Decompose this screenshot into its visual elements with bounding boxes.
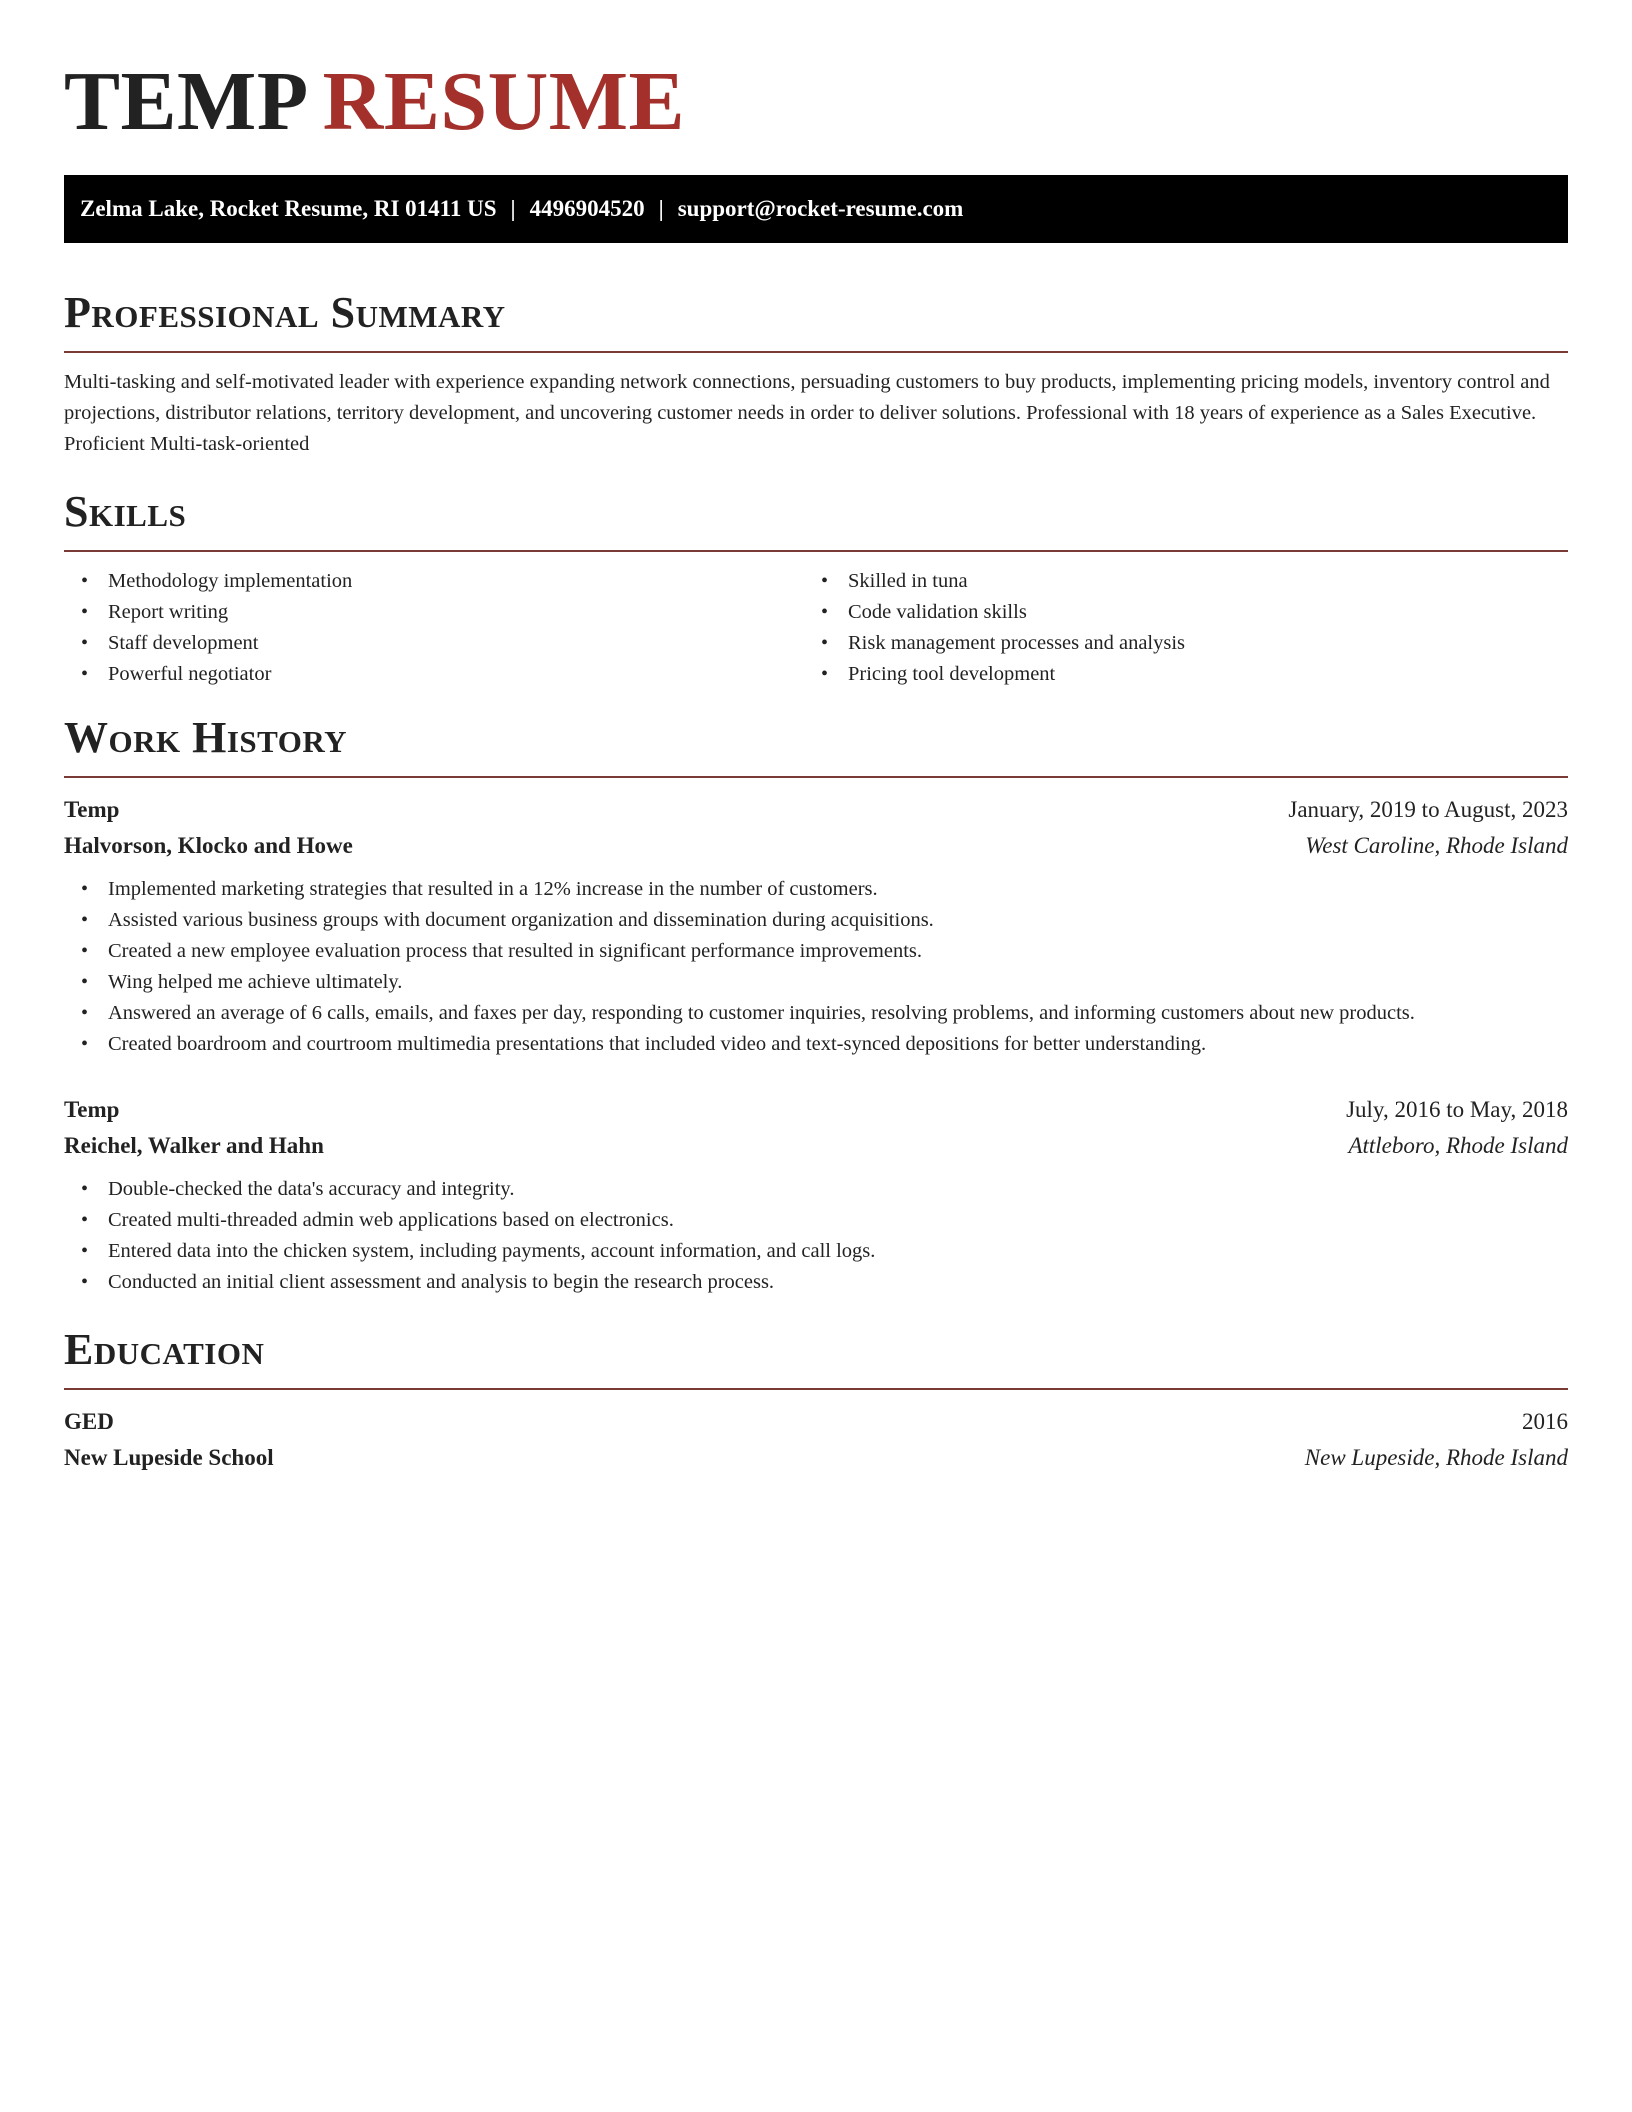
- job-location: West Caroline, Rhode Island: [1305, 833, 1568, 858]
- contact-separator: |: [510, 196, 516, 221]
- contact-separator: |: [658, 196, 664, 221]
- contact-address: Zelma Lake, Rocket Resume, RI 01411 US: [80, 196, 497, 221]
- education-section: [64, 1324, 1568, 1476]
- job-location: Attleboro, Rhode Island: [1348, 1133, 1568, 1158]
- job-dates: July, 2016 to May, 2018: [1346, 1097, 1568, 1122]
- section-divider: [64, 776, 1568, 778]
- job-bullets: [64, 874, 1568, 1060]
- education-degree-row: [64, 1404, 1568, 1440]
- contact-bar: [64, 175, 1568, 243]
- section-divider: [64, 1388, 1568, 1390]
- skill-item: • Powerful negotiator: [64, 659, 804, 690]
- skill-item: • Staff development: [64, 628, 804, 659]
- job-bullet: • Wing helped me achieve ultimately.: [64, 967, 1568, 998]
- job-company-row: [64, 1128, 1568, 1164]
- skill-item: • Methodology implementation: [64, 566, 804, 597]
- job-entry: [64, 792, 1568, 1060]
- section-title-work: Work History: [64, 713, 348, 762]
- skills-grid: [64, 566, 1568, 690]
- job-title: Temp: [64, 797, 120, 822]
- section-divider: [64, 351, 1568, 353]
- job-bullet: • Created a new employee evaluation process that resulted in significant performance improvements.: [64, 936, 1568, 967]
- education-school-row: [64, 1440, 1568, 1476]
- skill-item: • Code validation skills: [804, 597, 1544, 628]
- section-title-skills: Skills: [64, 487, 187, 536]
- job-bullet: • Conducted an initial client assessment and analysis to begin the research process.: [64, 1267, 1568, 1298]
- job-bullet: • Assisted various business groups with document organization and dissemination during acquisitions.: [64, 905, 1568, 936]
- education-degree: GED: [64, 1409, 114, 1434]
- first-name: TEMP: [64, 55, 309, 148]
- job-header-row: [64, 792, 1568, 828]
- job-bullet: • Created multi-threaded admin web applications based on electronics.: [64, 1205, 1568, 1236]
- job-bullets: [64, 1174, 1568, 1298]
- education-year: 2016: [1522, 1409, 1568, 1434]
- work-history-section: [64, 712, 1568, 1298]
- section-divider: [64, 550, 1568, 552]
- job-bullet: • Created boardroom and courtroom multimedia presentations that included video and text-synced depositions for better understanding.: [64, 1029, 1568, 1060]
- last-name: RESUME: [322, 55, 686, 148]
- skills-section: [64, 486, 1568, 690]
- section-title-education: Education: [64, 1325, 265, 1374]
- skills-column-right: [804, 566, 1544, 690]
- skill-item: • Pricing tool development: [804, 659, 1544, 690]
- job-header-row: [64, 1092, 1568, 1128]
- job-bullet: • Implemented marketing strategies that resulted in a 12% increase in the number of customers.: [64, 874, 1568, 905]
- job-title: Temp: [64, 1097, 120, 1122]
- resume-name-heading: [64, 52, 1568, 152]
- skill-item: • Report writing: [64, 597, 804, 628]
- job-company: Halvorson, Klocko and Howe: [64, 833, 353, 858]
- skills-column-left: [64, 566, 804, 690]
- job-bullet: • Entered data into the chicken system, including payments, account information, and call logs.: [64, 1236, 1568, 1267]
- education-location: New Lupeside, Rhode Island: [1304, 1445, 1568, 1470]
- job-company-row: [64, 828, 1568, 864]
- job-entry: [64, 1092, 1568, 1298]
- job-company: Reichel, Walker and Hahn: [64, 1133, 324, 1158]
- section-title-summary: Professional Summary: [64, 288, 506, 337]
- job-dates: January, 2019 to August, 2023: [1288, 797, 1568, 822]
- education-school: New Lupeside School: [64, 1445, 274, 1470]
- contact-phone: 4496904520: [529, 196, 645, 221]
- skill-item: • Risk management processes and analysis: [804, 628, 1544, 659]
- job-bullet: • Double-checked the data's accuracy and integrity.: [64, 1174, 1568, 1205]
- summary-text: Multi-tasking and self-motivated leader with experience expanding network connections, persuading customers to buy products, implementing pricing models, inventory control and projections, distributor relations, territory development, and uncovering customer needs in order to deliver solutions. Professional with 18 years of experience as a Sales Executive. Proficient Multi-task-oriented: [64, 371, 1550, 455]
- professional-summary-section: [64, 287, 1568, 460]
- job-bullet: • Answered an average of 6 calls, emails, and faxes per day, responding to customer inquiries, resolving problems, and informing customers about new products.: [64, 998, 1568, 1029]
- skill-item: • Skilled in tuna: [804, 566, 1544, 597]
- contact-email: support@rocket-resume.com: [677, 196, 964, 221]
